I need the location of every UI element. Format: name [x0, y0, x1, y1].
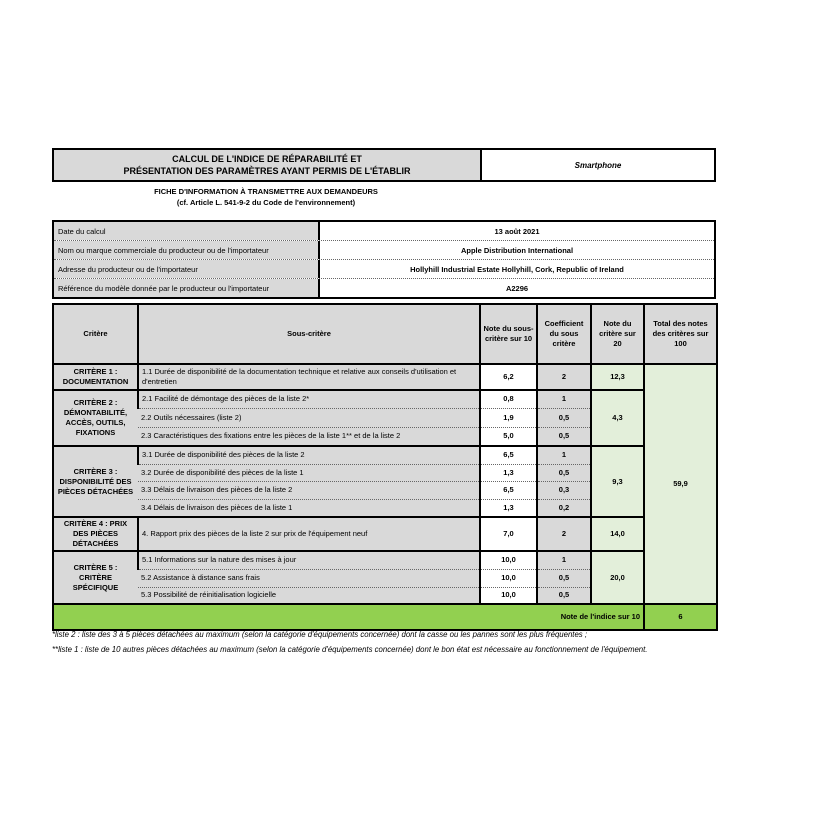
subscore-cell: 7,0 [480, 517, 537, 551]
sub-criterion-cell: 2.3 Caractéristiques des fixations entre les pièces de la liste 1** et de la liste 2 [138, 427, 480, 446]
coefficient-cell: 0,2 [537, 499, 591, 517]
sub-criterion-cell: 5.3 Possibilité de réinitialisation logicielle [138, 587, 480, 604]
table-row [53, 364, 717, 390]
coefficient-cell: 0,5 [537, 408, 591, 427]
header-note-sous-critere: Note du sous-critère sur 10 [480, 304, 537, 364]
subtitle [52, 186, 480, 208]
criterion-cell: CRITÈRE 1 : DOCUMENTATION [53, 364, 138, 390]
info-table [52, 220, 716, 299]
criterion-cell: CRITÈRE 4 : PRIX DES PIÈCES DÉTACHÉES [53, 517, 138, 551]
info-value: A2296 [505, 283, 529, 293]
criterion-score-cell: 9,3 [591, 446, 644, 517]
info-value: Hollyhill Industrial Estate Hollyhill, Cork, Republic of Ireland [410, 264, 624, 274]
coefficient-cell: 0,5 [537, 569, 591, 587]
criterion-cell: CRITÈRE 3 : DISPONIBILITÉ DES PIÈCES DÉTACHÉES [53, 446, 138, 517]
table-row [53, 517, 717, 551]
subscore-cell: 6,2 [480, 364, 537, 390]
index-label: Note de l'indice sur 10 [53, 604, 644, 630]
sub-criterion-cell: 3.3 Délais de livraison des pièces de la liste 2 [138, 481, 480, 499]
sub-criterion-cell: 2.2 Outils nécessaires (liste 2) [138, 408, 480, 427]
info-value: 13 août 2021 [494, 226, 540, 236]
subscore-cell: 10,0 [480, 587, 537, 604]
info-label: Adresse du producteur ou de l'importateur [54, 260, 320, 278]
subscore-cell: 1,3 [480, 499, 537, 517]
info-label: Référence du modèle donnée par le producteur ou l'importateur [54, 279, 320, 297]
coefficient-cell: 2 [537, 364, 591, 390]
criterion-score-cell: 4,3 [591, 390, 644, 446]
sub-criterion-cell: 5.1 Informations sur la nature des mises à jour [138, 551, 480, 569]
sub-criterion-cell: 3.1 Durée de disponibilité des pièces de la liste 2 [138, 446, 480, 464]
sub-criterion-cell: 1.1 Durée de disponibilité de la documentation technique et relative aux conseils d'utilisation et d'entretien [138, 364, 480, 390]
coefficient-cell: 2 [537, 517, 591, 551]
subscore-cell: 5,0 [480, 427, 537, 446]
criterion-score-cell: 12,3 [591, 364, 644, 390]
index-value: 6 [644, 604, 717, 630]
table-row [53, 446, 717, 464]
info-value: Apple Distribution International [460, 245, 574, 255]
coefficient-cell: 0,5 [537, 464, 591, 481]
table-row [53, 390, 717, 408]
footnote-liste-1: **liste 1 : liste de 10 autres pièces détachées au maximum (selon la catégorie d'équipements concernée) dont le bon état est nécessaire au fonctionnement de l'équipement. [52, 645, 648, 654]
criterion-score-cell: 20,0 [591, 551, 644, 604]
footnotes [52, 627, 764, 657]
title-line-1: CALCUL DE L'INDICE DE RÉPARABILITÉ ET [172, 154, 362, 164]
subscore-cell: 0,8 [480, 390, 537, 408]
subscore-cell: 1,3 [480, 464, 537, 481]
sub-criterion-cell: 3.2 Durée de disponibilité des pièces de la liste 1 [138, 464, 480, 481]
subtitle-line-1: FICHE D'INFORMATION À TRANSMETTRE AUX DEMANDEURS [154, 187, 378, 196]
header-sous-critere: Sous-critère [138, 304, 480, 364]
info-row-address [54, 259, 714, 278]
sub-criterion-cell: 3.4 Délais de livraison des pièces de la liste 1 [138, 499, 480, 517]
coefficient-cell: 0,5 [537, 427, 591, 446]
header-total: Total des notes des critères sur 100 [644, 304, 717, 364]
coefficient-cell: 0,5 [537, 587, 591, 604]
criteria-table [52, 303, 718, 631]
sub-criterion-cell: 5.2 Assistance à distance sans frais [138, 569, 480, 587]
total-score-cell: 59,9 [644, 364, 717, 604]
header-critere: Critère [53, 304, 138, 364]
subscore-cell: 1,9 [480, 408, 537, 427]
criterion-score-cell: 14,0 [591, 517, 644, 551]
title-line-2: PRÉSENTATION DES PARAMÈTRES AYANT PERMIS DE L'ÉTABLIR [123, 166, 411, 176]
subtitle-line-2: (cf. Article L. 541-9-2 du Code de l'environnement) [176, 198, 356, 207]
coefficient-cell: 1 [537, 390, 591, 408]
header-coefficient: Coefficient du sous critère [537, 304, 591, 364]
criterion-cell: CRITÈRE 2 : DÉMONTABILITÉ, ACCÈS, OUTILS, FIXATIONS [53, 390, 138, 446]
coefficient-cell: 0,3 [537, 481, 591, 499]
info-label: Date du calcul [54, 222, 320, 240]
sub-criterion-cell: 4. Rapport prix des pièces de la liste 2 sur prix de l'équipement neuf [138, 517, 480, 551]
coefficient-cell: 1 [537, 446, 591, 464]
title-banner [52, 148, 716, 182]
document-title [54, 150, 482, 180]
subscore-cell: 10,0 [480, 551, 537, 569]
product-type: Smartphone [482, 150, 714, 180]
header-note-critere: Note du critère sur 20 [591, 304, 644, 364]
subscore-cell: 6,5 [480, 481, 537, 499]
subscore-cell: 6,5 [480, 446, 537, 464]
table-row [53, 551, 717, 569]
info-label: Nom ou marque commerciale du producteur ou de l'importateur [54, 241, 320, 259]
info-row-reference [54, 278, 714, 297]
criterion-cell: CRITÈRE 5 : CRITÈRE SPÉCIFIQUE [53, 551, 138, 604]
info-row-producer [54, 240, 714, 259]
subscore-cell: 10,0 [480, 569, 537, 587]
criteria-header-row [53, 304, 717, 364]
coefficient-cell: 1 [537, 551, 591, 569]
info-row-date [54, 222, 714, 240]
footnote-liste-2: *liste 2 : liste des 3 à 5 pièces détachées au maximum (selon la catégorie d'équipements concernée) dont la casse ou les pannes sont les plus fréquentes ; [52, 630, 588, 639]
sub-criterion-cell: 2.1 Facilité de démontage des pièces de la liste 2* [138, 390, 480, 408]
